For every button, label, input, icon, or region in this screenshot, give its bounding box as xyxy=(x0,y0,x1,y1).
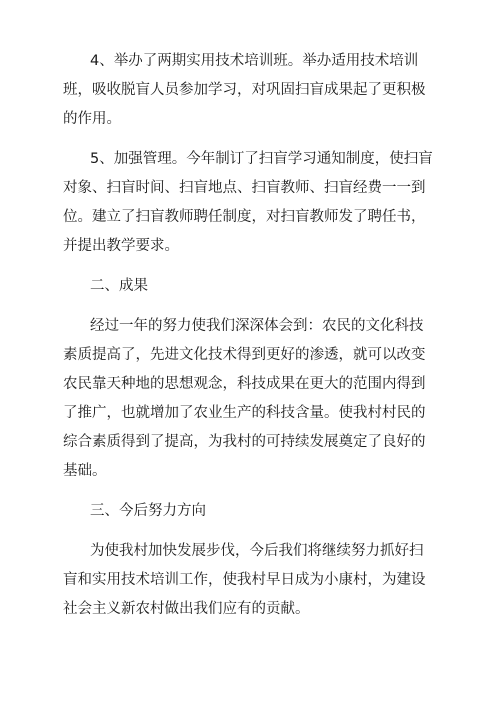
paragraph-line: 班，吸收脱盲人员参加学习，对巩固扫盲成果起了更积极 xyxy=(63,82,426,98)
paragraph-line: 4、举办了两期实用技术培训班。举办适用技术培训 xyxy=(90,53,419,69)
paragraph-line: 5、加强管理。今年制订了扫盲学习通知制度，使扫盲 xyxy=(90,151,433,167)
paragraph-line: 了推广，也就增加了农业生产的科技含量。使我村村民的 xyxy=(63,405,426,421)
paragraph-line: 对象、扫盲时间、扫盲地点、扫盲教师、扫盲经费一一到 xyxy=(63,180,426,196)
paragraph-line: 并提出教学要求。 xyxy=(63,238,179,254)
section-heading: 三、今后努力方向 xyxy=(90,503,206,519)
paragraph-line: 为使我村加快发展步伐，今后我们将继续努力抓好扫 xyxy=(90,543,424,559)
paragraph-line: 综合素质得到了提高，为我村的可持续发展奠定了良好的 xyxy=(63,434,426,450)
paragraph-line: 基础。 xyxy=(63,463,107,479)
paragraph-line: 盲和实用技术培训工作，使我村早日成为小康村，为建设 xyxy=(63,572,426,588)
paragraph-line: 社会主义新农村做出我们应有的贡献。 xyxy=(63,601,310,617)
section-heading: 二、成果 xyxy=(90,278,148,294)
paragraph-line: 农民靠天种地的思想观念，科技成果在更大的范围内得到 xyxy=(63,376,426,392)
paragraph-line: 素质提高了，先进文化技术得到更好的渗透，就可以改变 xyxy=(63,347,426,363)
paragraph-line: 的作用。 xyxy=(63,111,121,127)
paragraph-line: 位。建立了扫盲教师聘任制度，对扫盲教师发了聘任书， xyxy=(63,209,426,225)
paragraph-line: 经过一年的努力使我们深深体会到：农民的文化科技 xyxy=(90,318,424,334)
